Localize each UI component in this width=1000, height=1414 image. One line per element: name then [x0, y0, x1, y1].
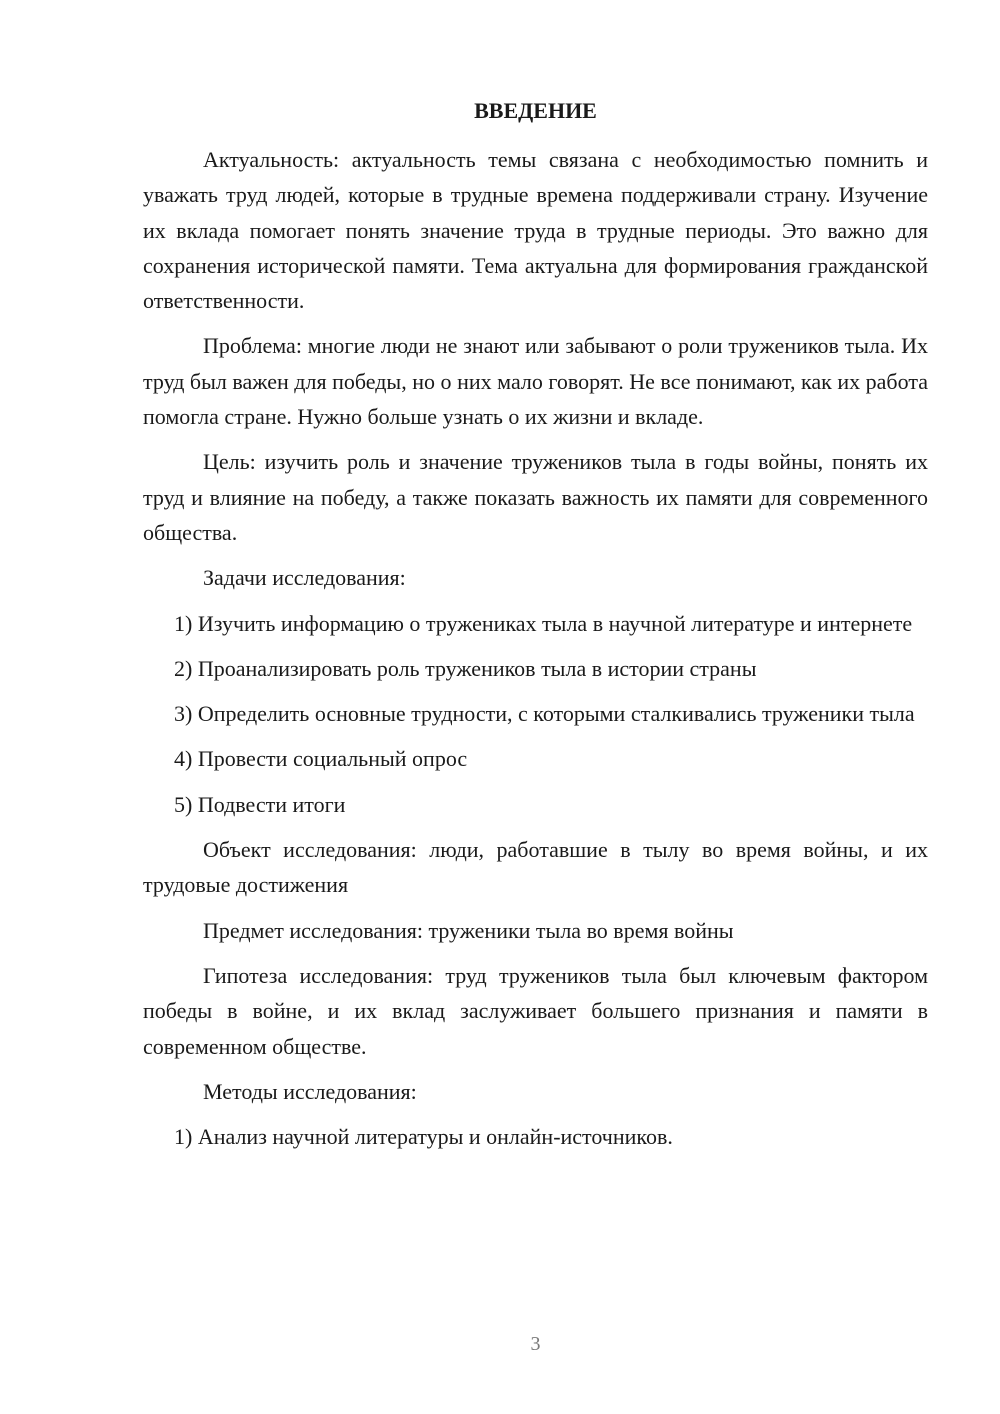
task-item-3: 3) Определить основные трудности, с которыми сталкивались труженики тыла — [174, 701, 915, 727]
task-item-2: 2) Проанализировать роль тружеников тыла в истории страны — [174, 655, 757, 681]
relevance-paragraph: Актуальность: актуальность темы связана с необходимостью помнить и уважать труд людей, которые в трудные времена поддерживали страну. Изучение их вклада помогает понять значение труда в трудные периоды. Это важно для сохранения исторической памяти. Тема актуальна для формирования гражданской ответственности. — [143, 147, 928, 314]
research-subject-paragraph: Предмет исследования: труженики тыла во время войны — [203, 917, 734, 943]
goal-paragraph: Цель: изучить роль и значение тружеников тыла в годы войны, понять их труд и влияние на победу, а также показать важность их памяти для современного общества. — [143, 449, 928, 545]
hypothesis-paragraph: Гипотеза исследования: труд тружеников тыла был ключевым фактором победы в войне, и их вклад заслуживает большего признания и памяти в современном обществе. — [143, 962, 928, 1059]
task-item-4: 4) Провести социальный опрос — [174, 746, 468, 772]
document-page — [143, 0, 928, 1414]
document-body — [143, 142, 928, 1164]
problem-paragraph: Проблема: многие люди не знают или забывают о роли тружеников тыла. Их труд был важен для победы, но о них мало говорят. Не все понимают, как их работа помогла стране. Нужно больше узнать о их жизни и вкладе. — [143, 333, 928, 430]
tasks-heading: Задачи исследования: — [203, 565, 406, 591]
method-item-1: 1) Анализ научной литературы и онлайн-источников. — [174, 1124, 673, 1150]
page-number: 3 — [530, 1333, 541, 1355]
methods-heading: Методы исследования: — [203, 1078, 417, 1104]
research-object-paragraph: Объект исследования: люди, работавшие в тылу во время войны, и их трудовые достижения — [143, 837, 928, 898]
task-item-5: 5) Подвести итоги — [174, 791, 346, 817]
section-title: ВВЕДЕНИЕ — [474, 98, 597, 123]
task-item-1: 1) Изучить информацию о тружениках тыла в научной литературе и интернете — [174, 610, 913, 636]
